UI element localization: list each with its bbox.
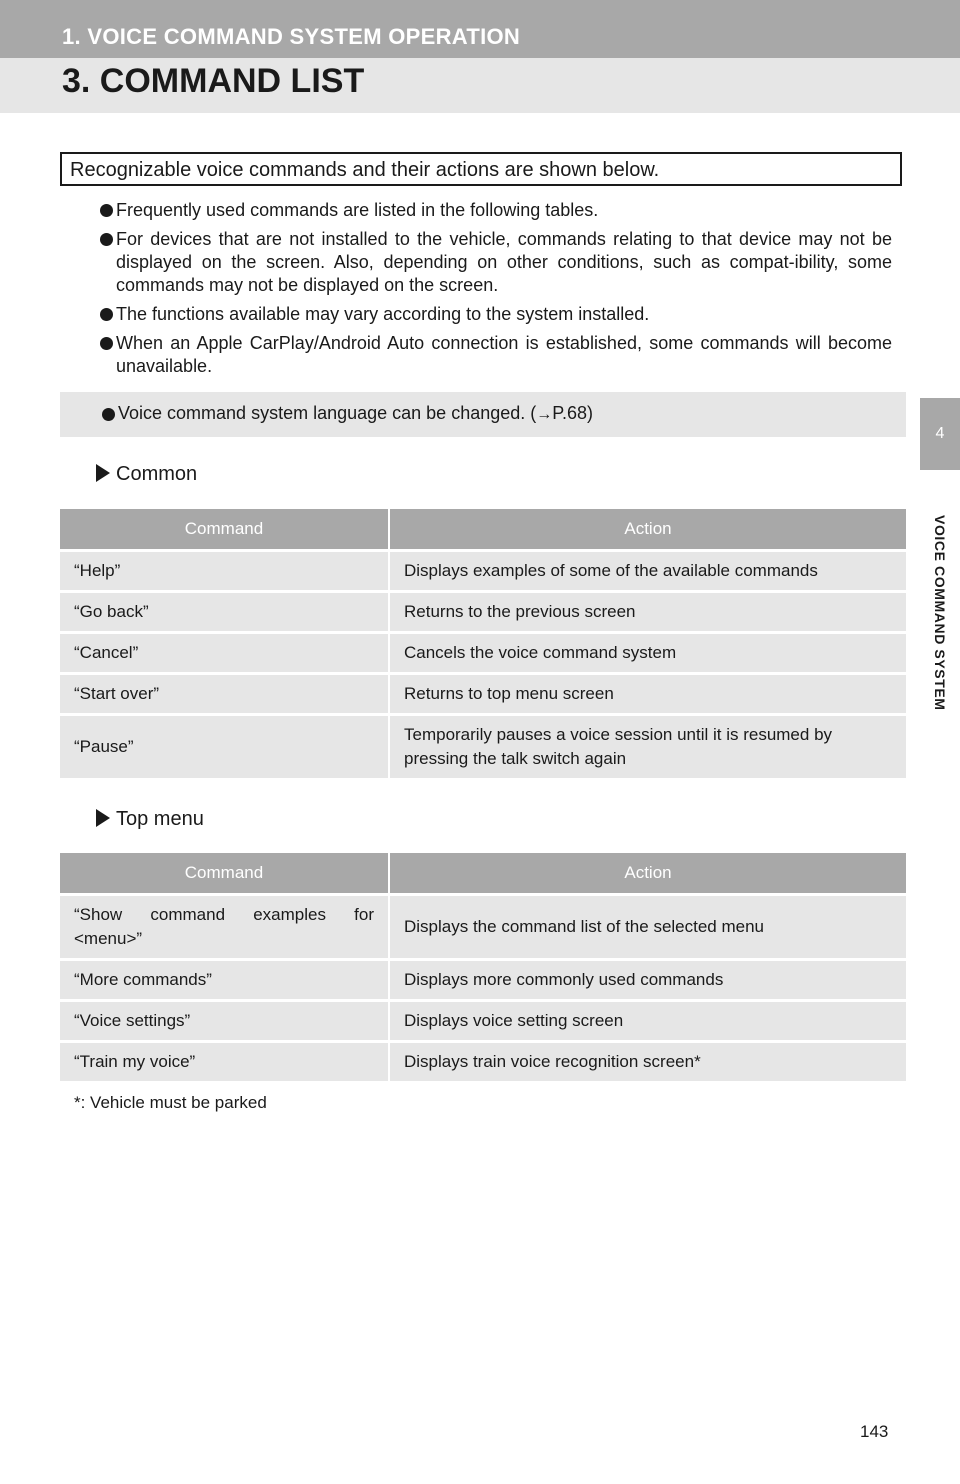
action-cell: Returns to the previous screen: [390, 593, 906, 631]
table-row: [60, 961, 906, 999]
subheading-top-menu: [96, 808, 204, 831]
bullet-text: When an Apple CarPlay/Android Auto connection is established, some commands will become unavailable.: [116, 333, 892, 376]
column-header-command: Command: [60, 509, 390, 549]
action-cell: Cancels the voice command system: [390, 634, 906, 672]
column-header-action: Action: [390, 509, 906, 549]
top-menu-commands-table: [60, 850, 906, 1084]
note-body: Voice command system language can be changed. (: [118, 403, 537, 423]
triangle-right-icon: [96, 464, 110, 482]
intro-summary-box: [60, 152, 902, 186]
note-text: [118, 403, 593, 424]
arrow-right-icon: →: [536, 406, 553, 423]
action-cell: Displays the command list of the selected menu: [390, 896, 906, 958]
bullet-item: [72, 332, 892, 378]
page-number: 143: [860, 1422, 889, 1441]
chapter-label-container: [920, 478, 960, 748]
bullet-icon: [100, 233, 113, 246]
action-cell: Displays examples of some of the available commands: [390, 552, 906, 590]
subheading-text: Common: [116, 463, 198, 485]
table-row: [60, 1002, 906, 1040]
table-row: [60, 716, 906, 778]
bullet-text: For devices that are not installed to the vehicle, commands relating to that device may not be displayed on the screen. Also, depending on other conditions, such as compat-ibility, some commands may not be displayed on the screen.: [116, 229, 892, 295]
bullet-icon: [100, 308, 113, 321]
subheading-common: [96, 463, 197, 486]
page-header: [0, 0, 960, 113]
bullet-icon: [100, 337, 113, 350]
intro-bullet-list: [72, 199, 892, 384]
table-row: [60, 896, 906, 958]
note-box: [60, 392, 906, 437]
table-header-row: [60, 509, 906, 549]
table-row: [60, 1043, 906, 1081]
common-commands-table: [60, 506, 906, 781]
command-cell: “Train my voice”: [60, 1043, 390, 1081]
action-cell: Displays train voice recognition screen*: [390, 1043, 906, 1081]
command-cell: “Pause”: [60, 716, 390, 778]
page-title: 3. COMMAND LIST: [62, 62, 365, 100]
table-row: [60, 675, 906, 713]
table-row: [60, 634, 906, 672]
command-cell: “Show command examples for <menu>”: [60, 896, 390, 958]
chapter-label: VOICE COMMAND SYSTEM: [932, 515, 948, 711]
table-row: [60, 552, 906, 590]
bullet-item: [72, 303, 892, 326]
bullet-item: [72, 228, 892, 297]
column-header-command: Command: [60, 853, 390, 893]
action-cell: Returns to top menu screen: [390, 675, 906, 713]
action-cell: Displays more commonly used commands: [390, 961, 906, 999]
footnote: *: Vehicle must be parked: [74, 1093, 267, 1112]
command-cell: “More commands”: [60, 961, 390, 999]
bullet-icon: [102, 408, 115, 421]
intro-summary: Recognizable voice commands and their actions are shown below.: [70, 159, 660, 181]
command-cell: “Cancel”: [60, 634, 390, 672]
action-cell: Temporarily pauses a voice session until it is resumed by pressing the talk switch again: [390, 716, 906, 778]
bullet-text: The functions available may vary according to the system installed.: [116, 304, 650, 324]
subheading-text: Top menu: [116, 808, 204, 830]
triangle-right-icon: [96, 809, 110, 827]
page-reference-link[interactable]: P.68: [552, 403, 587, 423]
note-close: ): [586, 403, 593, 423]
bullet-icon: [100, 204, 113, 217]
table-header-row: [60, 853, 906, 893]
command-cell: “Help”: [60, 552, 390, 590]
column-header-action: Action: [390, 853, 906, 893]
chapter-tab[interactable]: [920, 398, 960, 470]
command-cell: “Start over”: [60, 675, 390, 713]
bullet-text: Frequently used commands are listed in the following tables.: [116, 200, 599, 220]
command-cell: “Voice settings”: [60, 1002, 390, 1040]
section-title: 1. VOICE COMMAND SYSTEM OPERATION: [62, 24, 521, 49]
bullet-item: [72, 199, 892, 222]
action-cell: Displays voice setting screen: [390, 1002, 906, 1040]
command-cell: “Go back”: [60, 593, 390, 631]
table-row: [60, 593, 906, 631]
chapter-number: 4: [935, 425, 945, 442]
